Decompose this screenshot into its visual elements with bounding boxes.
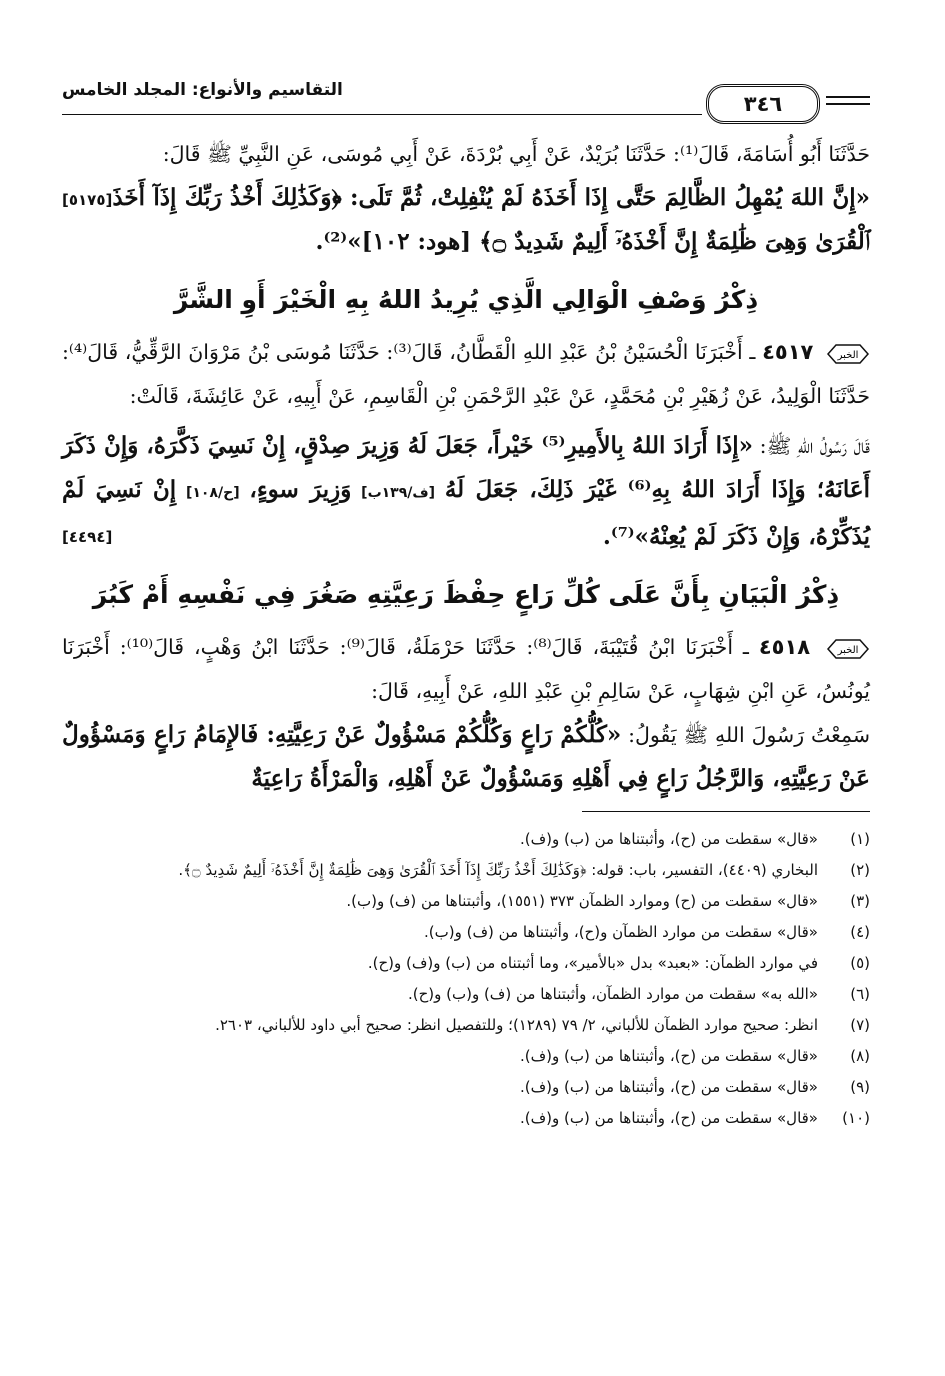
page-number: ٣٤٦ bbox=[706, 84, 820, 124]
matn-paragraph bbox=[62, 424, 870, 559]
hadith-reference: [٥١٧٥] bbox=[62, 191, 113, 209]
isnad-text: ـ أَخْبَرَنَا ابْنُ قُتَيْبَةَ، قَالَ⁽⁸⁾: حَدَّثَنَا حَرْمَلَةُ، قَالَ⁽⁹⁾: حَدَّثَنَا ابْنُ وَهْبٍ، قَالَ⁽¹⁰⁾: أَخْبَرَنَا يُونُسُ، عَنِ ابْنِ شِهَابٍ، عَنْ سَالِمِ بْنِ عَبْدِ اللهِ، عَنْ أَبِيهِ، قَالَ: bbox=[62, 635, 870, 703]
footnote-number: (٢) bbox=[850, 861, 870, 879]
khabar-badge-icon bbox=[826, 637, 870, 661]
footnote bbox=[62, 888, 870, 914]
matn-paragraph bbox=[62, 713, 870, 801]
footnote bbox=[62, 1043, 870, 1069]
footnote bbox=[62, 826, 870, 852]
footnote-text: «قال» سقطت من (ح)، وأثبتناها من (ب) و(ف). bbox=[519, 1047, 818, 1065]
hadith-text: «إِنَّ اللهَ يُمْهِلُ الظَّالِمَ حَتَّى إِذَا أَخَذَهُ لَمْ يُنْفِلِتْ، ثُمَّ تَلَى: ﴿وَكَذَٰلِكَ أَخْذُ رَبِّكَ إِذَآ أَخَذَ ٱلْقُرَىٰ وَهِىَ ظَٰلِمَةٌ إِنَّ أَخْذَهُۥٓ أَلِيمٌ شَدِيدٌ ۝﴾ [هود: ١٠٢]»⁽²⁾. bbox=[112, 184, 871, 255]
header-rule bbox=[826, 96, 870, 98]
footnote-divider bbox=[582, 811, 870, 812]
footnote-number: (١) bbox=[850, 830, 870, 848]
footnote bbox=[62, 919, 870, 945]
badge-label: الخبر bbox=[837, 644, 859, 656]
footnotes bbox=[62, 826, 870, 1131]
page bbox=[62, 70, 870, 1136]
matn-text: وَزِيرَ سوءٍ، bbox=[249, 476, 352, 503]
footnote-text: «قال» سقطت من موارد الظمآن و(ح)، وأثبتناها من (ف) و(ب). bbox=[424, 923, 818, 941]
footnote-number: (٧) bbox=[850, 1016, 870, 1034]
footnote-text: «قال» سقطت من (ح) وموارد الظمآن ٣٧٣ (١٥٥١)، وأثبتناها من (ف) و(ب). bbox=[346, 892, 818, 910]
footnote-text: انظر: صحيح موارد الظمآن للألباني، ٢/ ٧٩ (١٢٨٩)؛ وللتفصيل انظر: صحيح أبي داود للألباني، ٢٦٠٣. bbox=[215, 1016, 818, 1034]
footnote-number: (٩) bbox=[850, 1078, 870, 1096]
footnote-text: «قال» سقطت من (ح)، وأثبتناها من (ب) و(ف). bbox=[519, 830, 818, 848]
footnote-number: (٥) bbox=[850, 954, 870, 972]
footnote-number: (٤) bbox=[850, 923, 870, 941]
matn-intro: سَمِعْتُ رَسُولَ اللهِ ﷺ يَقُولُ: bbox=[628, 723, 871, 747]
footnote bbox=[62, 1012, 870, 1038]
isnad-paragraph bbox=[62, 625, 870, 713]
isnad-paragraph bbox=[62, 330, 870, 418]
isnad-text: ـ أَخْبَرَنَا الْحُسَيْنُ بْنُ عَبْدِ اللهِ الْقَطَّانُ، قَالَ⁽³⁾: حَدَّثَنَا مُوسَى بْنُ مَرْوَانَ الرَّقِّيُّ، قَالَ⁽⁴⁾: حَدَّثَنَا الْوَلِيدُ، عَنْ زُهَيْرِ بْنِ مُحَمَّدٍ، عَنْ عَبْدِ الرَّحْمَنِ بْنِ الْقَاسِمِ، عَنْ أَبِيهِ، عَنْ عَائِشَةَ، قَالَتْ: bbox=[62, 340, 870, 408]
header-rule bbox=[62, 114, 702, 115]
footnote-text: في موارد الظمآن: «بعبد» بدل «بالأمير»، وما أثبتناه من (ب) و(ف) و(ح). bbox=[367, 954, 818, 972]
footnote bbox=[62, 857, 870, 883]
khabar-badge-icon bbox=[826, 342, 870, 366]
footnote bbox=[62, 1105, 870, 1131]
footnote-text: «قال» سقطت من (ح)، وأثبتناها من (ب) و(ف). bbox=[519, 1109, 818, 1127]
manuscript-ref: [ف/١٣٩ب] bbox=[361, 485, 436, 501]
footnote-number: (١٠) bbox=[842, 1109, 870, 1127]
matn-text: إِنْ نَسِيَ لَمْ يُذَكِّرْهُ، وَإِنْ ذَكَرَ لَمْ يُعِنْهُ»⁽⁷⁾. bbox=[62, 476, 870, 550]
hadith-number: ٤٥١٨ bbox=[758, 635, 811, 659]
footnote-text: «الله به» سقطت من موارد الظمآن، وأثبتناها من (ف) و(ب) و(ح). bbox=[407, 985, 818, 1003]
footnote-text: البخاري (٤٤٠٩)، التفسير، باب: قوله: ﴿وَكَذَٰلِكَ أَخْذُ رَبِّكَ إِذَآ أَخَذَ ٱلْقُرَىٰ وَهِىَ ظَٰلِمَةٌ إِنَّ أَخْذَهُۥٓ أَلِيمٌ شَدِيدٌ ۝﴾. bbox=[178, 861, 818, 879]
matn-text: «كُلُّكُمْ رَاعٍ وَكُلُّكُمْ مَسْؤُولٌ عَنْ رَعِيَّتِهِ: فَالإِمَامُ رَاعٍ وَمَسْؤُولٌ عَنْ رَعِيَّتِهِ، وَالرَّجُلُ رَاعٍ فِي أَهْلِهِ وَمَسْؤُولٌ عَنْ أَهْلِهِ، وَالْمَرْأَةُ رَاعِيَةٌ bbox=[62, 721, 870, 792]
footnote bbox=[62, 981, 870, 1007]
isnad-text: حَدَّثَنَا أَبُو أُسَامَةَ، قَالَ⁽¹⁾: حَدَّثَنَا بُرَيْدٌ، عَنْ أَبِي بُرْدَةَ، عَنْ أَبِي مُوسَى، عَنِ النَّبِيِّ ﷺ قَالَ: bbox=[162, 142, 870, 166]
footnote-number: (٣) bbox=[850, 892, 870, 910]
page-header bbox=[62, 70, 870, 122]
running-title: التقاسيم والأنواع: المجلد الخامس bbox=[62, 80, 343, 100]
badge-label: الخبر bbox=[837, 349, 859, 361]
manuscript-ref: [ح/١٠٨] bbox=[185, 485, 240, 501]
hadith-reference: [٤٤٩٤] bbox=[62, 528, 113, 546]
section-heading: ذِكْرُ وَصْفِ الْوَالِي الَّذِي يُرِيدُ اللهُ بِهِ الْخَيْرَ أَوِ الشَّرَّ bbox=[173, 285, 759, 314]
footnote bbox=[62, 1074, 870, 1100]
hadith-paragraph bbox=[62, 176, 870, 264]
matn-intro: قَالَ رَسُولُ اللهِ ﷺ: bbox=[759, 434, 870, 458]
footnote bbox=[62, 950, 870, 976]
footnote-number: (٨) bbox=[850, 1047, 870, 1065]
footnote-text: «قال» سقطت من (ح)، وأثبتناها من (ب) و(ف). bbox=[519, 1078, 818, 1096]
section-heading: ذِكْرُ الْبَيَانِ بِأَنَّ عَلَى كُلِّ رَاعٍ حِفْظَ رَعِيَّتِهِ صَغُرَ فِي نَفْسِهِ أَمْ كَبُرَ bbox=[92, 580, 840, 609]
matn-text: «إِذَا أَرَادَ اللهُ بِالأَمِيرِ⁽⁵⁾ خَيْراً، جَعَلَ لَهُ وَزِيرَ صِدْقٍ، إِنْ نَسِيَ ذَكَّرَهُ، وَإِنْ ذَكَرَ أَعَانَهُ؛ وَإِذَا أَرَادَ اللهُ بِهِ⁽⁶⁾ غَيْرَ ذَلِكَ، جَعَلَ لَهُ bbox=[62, 432, 870, 503]
footnote-number: (٦) bbox=[850, 985, 870, 1003]
header-rule bbox=[826, 103, 870, 105]
hadith-number: ٤٥١٧ bbox=[762, 340, 814, 364]
